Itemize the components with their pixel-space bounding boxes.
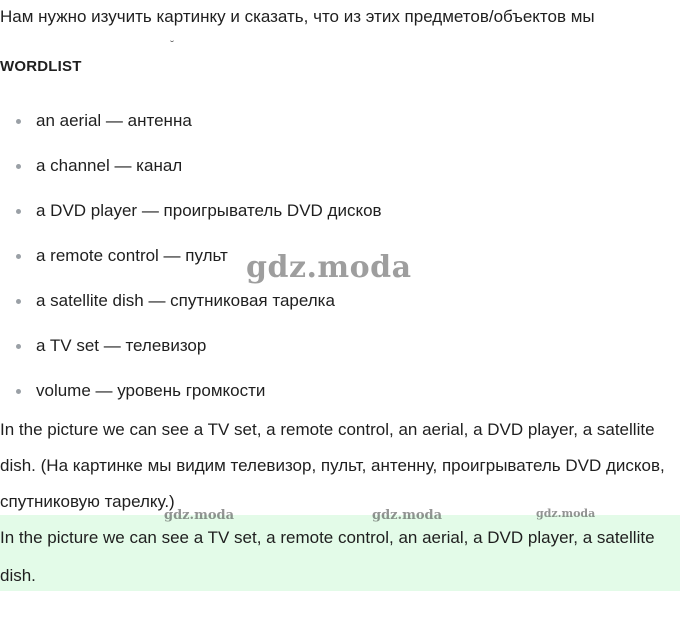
list-item	[0, 245, 382, 290]
bullet-icon	[16, 299, 21, 304]
bullet-icon	[16, 119, 21, 124]
list-item-label: a TV set — телевизор	[36, 336, 207, 355]
list-item	[0, 290, 382, 335]
list-item	[0, 200, 382, 245]
answer-paragraph: In the picture we can see a TV set, a remote control, an aerial, a DVD player, a satellite dish. (На картинке мы видим телевизор, пульт, антенну, проигрыватель DVD дисков, спутниковую тарелку.)	[0, 420, 665, 511]
bullet-icon	[16, 164, 21, 169]
list-item-label: a satellite dish — спутниковая тарелка	[36, 291, 335, 310]
bullet-icon	[16, 254, 21, 259]
list-item	[0, 155, 382, 200]
wordlist	[0, 110, 382, 425]
list-item-label: a remote control — пульт	[36, 246, 228, 265]
highlighted-answer-text: In the picture we can see a TV set, a remote control, an aerial, a DVD player, a satellite dish.	[0, 528, 655, 585]
list-item-label: volume — уровень громкости	[36, 381, 266, 400]
intro-text: Нам нужно изучить картинку и сказать, что из этих предметов/объектов мы	[0, 7, 595, 26]
watermark-logo-small: gdz.moda	[372, 508, 443, 523]
list-item	[0, 110, 382, 155]
wordlist-heading: WORDLIST	[0, 58, 82, 75]
list-item-label: an aerial — антенна	[36, 111, 192, 130]
highlighted-answer-block	[0, 515, 680, 591]
watermark-logo-small: gdz.moda	[164, 508, 235, 523]
list-item	[0, 335, 382, 380]
watermark-logo-small: gdz.moda	[536, 507, 596, 520]
list-item-label: a channel — канал	[36, 156, 183, 175]
list-item-label: a DVD player — проигрыватель DVD дисков	[36, 201, 382, 220]
bullet-icon	[16, 344, 21, 349]
bullet-icon	[16, 209, 21, 214]
watermark-logo: gdz.moda	[246, 250, 412, 285]
bullet-icon	[16, 389, 21, 394]
